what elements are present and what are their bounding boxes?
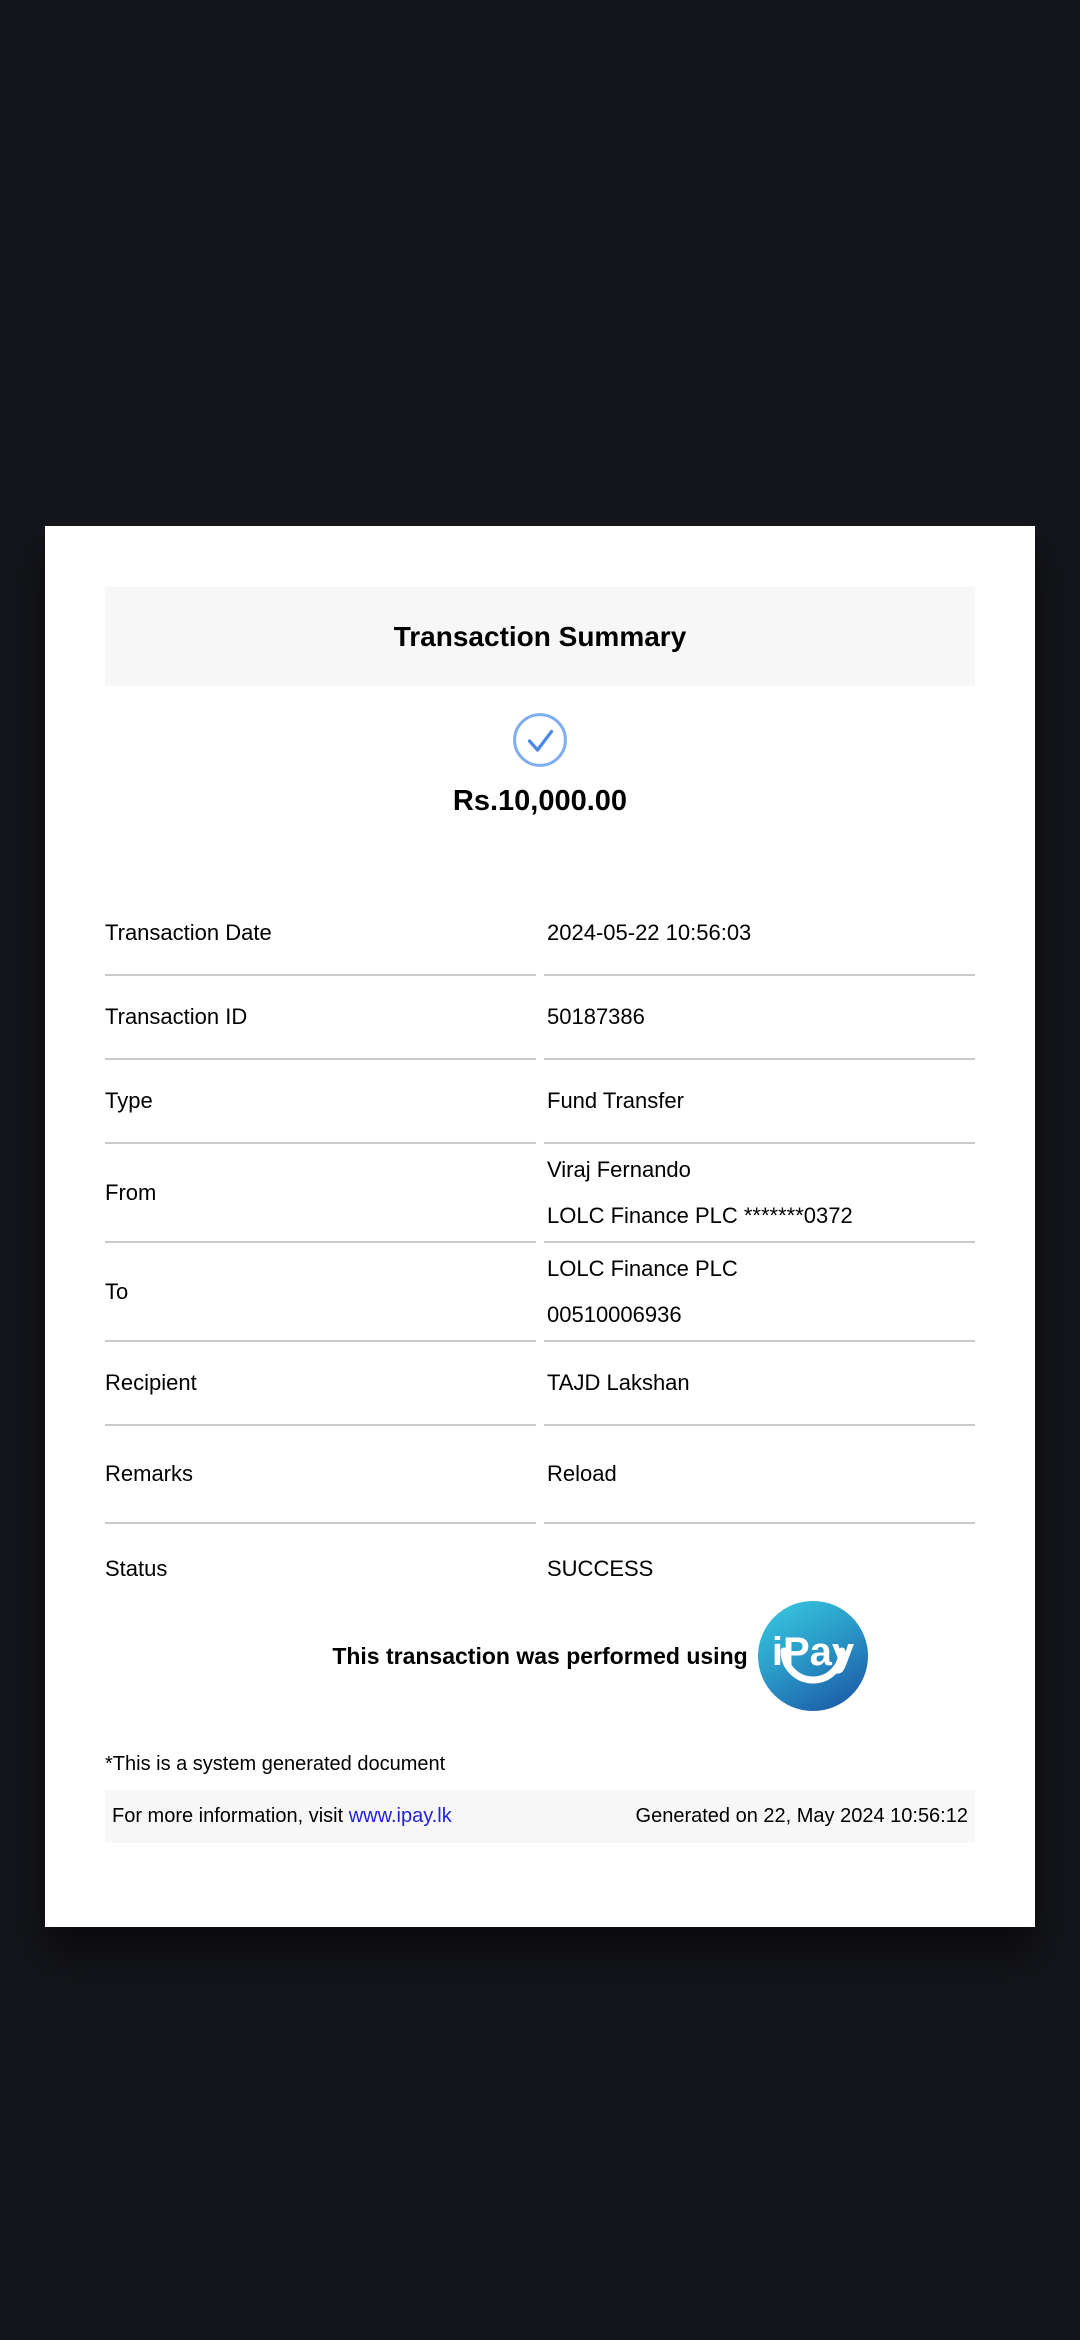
transaction-details-table xyxy=(105,892,975,1613)
table-row xyxy=(105,1060,975,1144)
table-row xyxy=(105,976,975,1060)
row-value-line: 00510006936 xyxy=(547,1301,682,1327)
row-value xyxy=(544,1243,975,1342)
table-row xyxy=(105,1426,975,1524)
row-label: Transaction ID xyxy=(105,976,536,1060)
table-row xyxy=(105,892,975,976)
row-value-line: LOLC Finance PLC xyxy=(547,1255,738,1281)
performed-using-text: This transaction was performed using xyxy=(332,1642,748,1669)
transaction-amount: Rs.10,000.00 xyxy=(452,785,628,817)
transaction-receipt-card xyxy=(45,526,1035,1927)
success-check-icon xyxy=(512,712,568,768)
row-label: Status xyxy=(105,1555,168,1581)
system-generated-note: *This is a system generated document xyxy=(105,1753,446,1775)
table-row xyxy=(105,1342,975,1426)
row-label: From xyxy=(105,1144,536,1243)
row-label: To xyxy=(105,1243,536,1342)
row-label: Remarks xyxy=(105,1426,536,1524)
row-value-line: 2024-05-22 10:56:03 xyxy=(547,920,752,945)
footer-info xyxy=(112,1805,452,1828)
row-label: Transaction Date xyxy=(105,892,536,976)
row-value xyxy=(544,1342,975,1426)
footer-info-text: For more information, visit xyxy=(112,1805,349,1827)
row-value-line: Viraj Fernando xyxy=(547,1156,691,1182)
row-value xyxy=(544,1060,975,1144)
row-value-line: Fund Transfer xyxy=(547,1088,684,1113)
receipt-header-band xyxy=(105,587,975,686)
row-value-line: 50187386 xyxy=(547,1004,645,1029)
row-value-line: LOLC Finance PLC *******0372 xyxy=(547,1202,853,1228)
performed-using-row xyxy=(105,1601,975,1711)
ipay-logo-icon xyxy=(758,1601,868,1711)
receipt-footer-band xyxy=(105,1790,975,1843)
table-row xyxy=(105,1243,975,1342)
row-value-line: SUCCESS xyxy=(547,1555,654,1581)
table-row xyxy=(105,1524,975,1613)
row-value xyxy=(544,1144,975,1243)
row-label: Recipient xyxy=(105,1342,536,1426)
row-value-line: TAJD Lakshan xyxy=(547,1370,690,1395)
row-value xyxy=(544,1426,975,1524)
generated-timestamp: Generated on 22, May 2024 10:56:12 xyxy=(635,1805,968,1827)
row-label: Type xyxy=(105,1060,536,1144)
success-icon-wrap xyxy=(105,712,975,768)
row-value xyxy=(544,892,975,976)
table-row xyxy=(105,1144,975,1243)
row-value xyxy=(544,976,975,1060)
ipay-link[interactable]: www.ipay.lk xyxy=(348,1805,452,1827)
ipay-logo-text: iPay xyxy=(771,1630,854,1674)
row-value-line: Reload xyxy=(547,1461,617,1486)
page-title: Transaction Summary xyxy=(393,620,687,652)
row-value xyxy=(544,1524,975,1613)
